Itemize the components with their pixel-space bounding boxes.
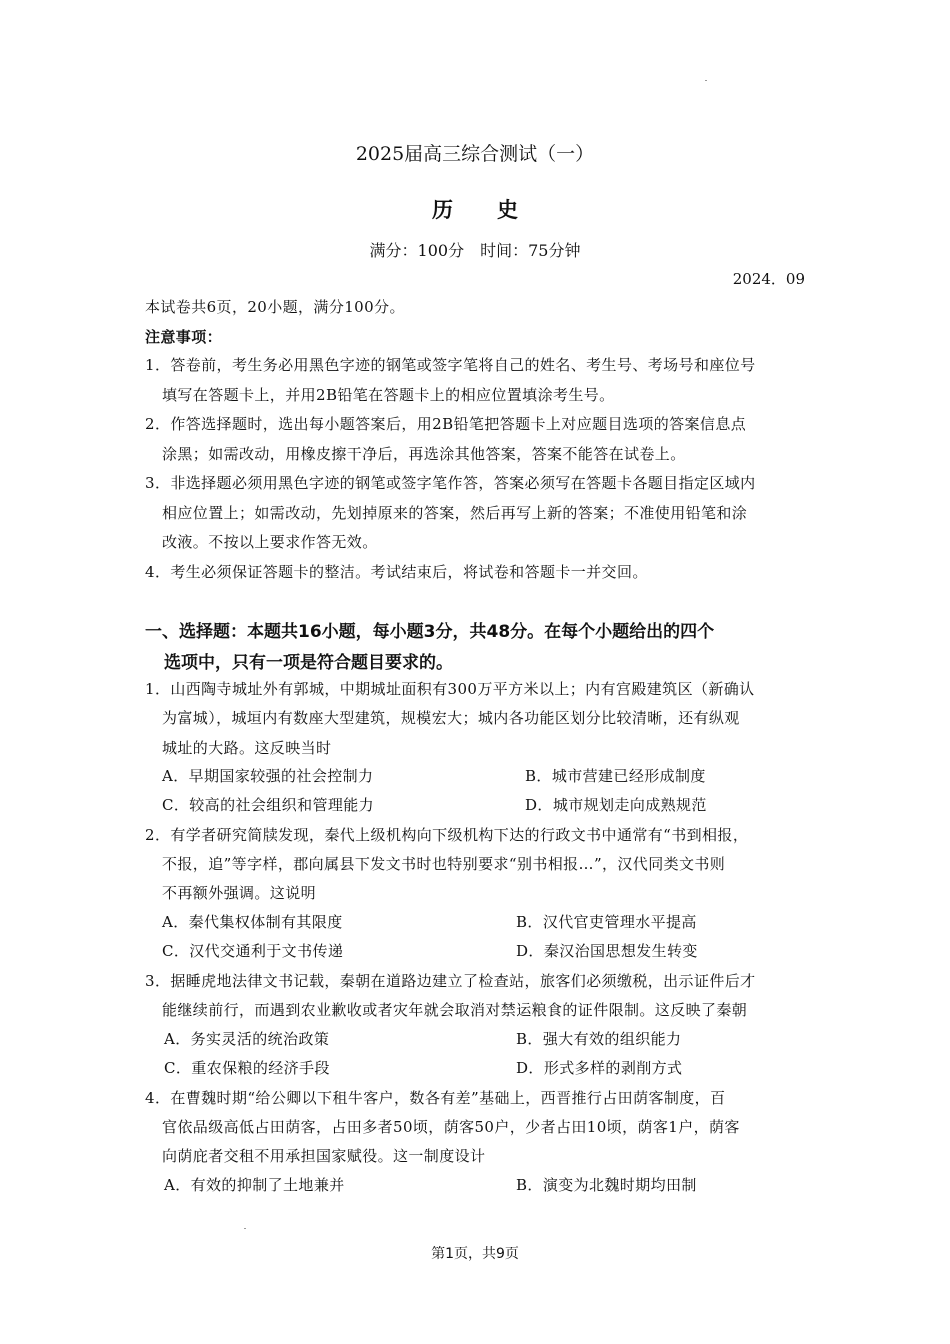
notice-line: 涂黑；如需改动，用橡皮擦干净后，再选涂其他答案，答案不能答在试卷上。 — [162, 445, 686, 463]
option-c: C．重农保粮的经济手段 — [164, 1059, 330, 1077]
option-d: D．形式多样的剥削方式 — [516, 1059, 683, 1077]
notice-line: 1．答卷前，考生务必用黑色字迹的钢笔或签字笔将自己的姓名、考生号、考场号和座位号 — [145, 356, 756, 374]
exam-date: 2024．09 — [732, 270, 805, 288]
score-time: 满分：100分 时间：75分钟 — [369, 241, 581, 260]
option-a: A．秦代集权体制有其限度 — [162, 913, 343, 931]
section-heading: 一、选择题：本题共16小题，每小题3分，共48分。在每个小题给出的四个 — [145, 622, 715, 642]
notice-line: 4．考生必须保证答题卡的整洁。考试结束后，将试卷和答题卡一并交回。 — [145, 563, 648, 581]
question-stem: 2．有学者研究简牍发现，秦代上级机构向下级机构下达的行政文书中通常有“书到相报， — [145, 826, 749, 844]
option-b: B．演变为北魏时期均田制 — [516, 1176, 697, 1194]
notice-line: 相应位置上；如需改动，先划掉原来的答案，然后再写上新的答案；不准使用铅笔和涂 — [162, 504, 748, 522]
question-stem: 不报，追”等字样，郡向属县下发文书时也特别要求“别书相报…”，汉代同类文书则 — [162, 855, 726, 873]
option-a: A．务实灵活的统治政策 — [164, 1030, 330, 1048]
question-stem: 能继续前行，而遇到农业歉收或者灾年就会取消对禁运粮食的证件限制。这反映了秦朝 — [162, 1001, 748, 1019]
question-stem: 向荫庇者交租不用承担国家赋役。这一制度设计 — [162, 1147, 486, 1165]
question-stem: 官依品级高低占田荫客，占田多者50顷，荫客50户，少者占田10顷，荫客1户，荫客 — [162, 1118, 740, 1136]
option-b: B．汉代官吏管理水平提高 — [516, 913, 697, 931]
question-stem: 4．在曹魏时期“给公卿以下租牛客户，数各有差”基础上，西晋推行占田荫客制度，百 — [145, 1089, 726, 1107]
question-stem: 1．山西陶寺城址外有郭城，中期城址面积有300万平方米以上；内有宫殿建筑区（新确认 — [145, 680, 755, 698]
option-b: B．城市营建已经形成制度 — [525, 767, 706, 785]
scan-dot — [705, 80, 707, 81]
option-d: D．城市规划走向成熟规范 — [525, 796, 707, 814]
notice-line: 填写在答题卡上，并用2B铅笔在答题卡上的相应位置填涂考生号。 — [162, 386, 615, 404]
question-stem: 不再额外强调。这说明 — [162, 884, 317, 902]
notice-heading: 注意事项： — [145, 328, 223, 346]
option-a: A．有效的抑制了土地兼并 — [164, 1176, 345, 1194]
subject-title: 历史 — [432, 197, 562, 222]
page-number: 第1页，共9页 — [431, 1246, 519, 1262]
scan-dot — [244, 1228, 246, 1229]
notice-line: 改液。不按以上要求作答无效。 — [162, 533, 378, 551]
exam-title: 2025届高三综合测试（一） — [355, 143, 595, 165]
notice-line: 3．非选择题必须用黑色字迹的钢笔或签字笔作答，答案必须写在答题卡各题目指定区域内 — [145, 474, 756, 492]
option-d: D．秦汉治国思想发生转变 — [516, 942, 698, 960]
option-b: B．强大有效的组织能力 — [516, 1030, 682, 1048]
option-a: A．早期国家较强的社会控制力 — [162, 767, 374, 785]
option-c: C．汉代交通利于文书传递 — [162, 942, 344, 960]
question-stem: 为富城），城垣内有数座大型建筑，规模宏大；城内各功能区划分比较清晰，还有纵观 — [162, 709, 740, 727]
section-heading-cont: 选项中，只有一项是符合题目要求的。 — [164, 653, 453, 673]
question-stem: 3．据睡虎地法律文书记载，秦朝在道路边建立了检查站，旅客们必须缴税，出示证件后才 — [145, 972, 756, 990]
notice-line: 2．作答选择题时，选出每小题答案后，用2B铅笔把答题卡上对应题目选项的答案信息点 — [145, 415, 747, 433]
option-c: C．较高的社会组织和管理能力 — [162, 796, 375, 814]
intro-text: 本试卷共6页，20小题，满分100分。 — [145, 298, 405, 316]
question-stem: 城址的大路。这反映当时 — [162, 739, 332, 757]
